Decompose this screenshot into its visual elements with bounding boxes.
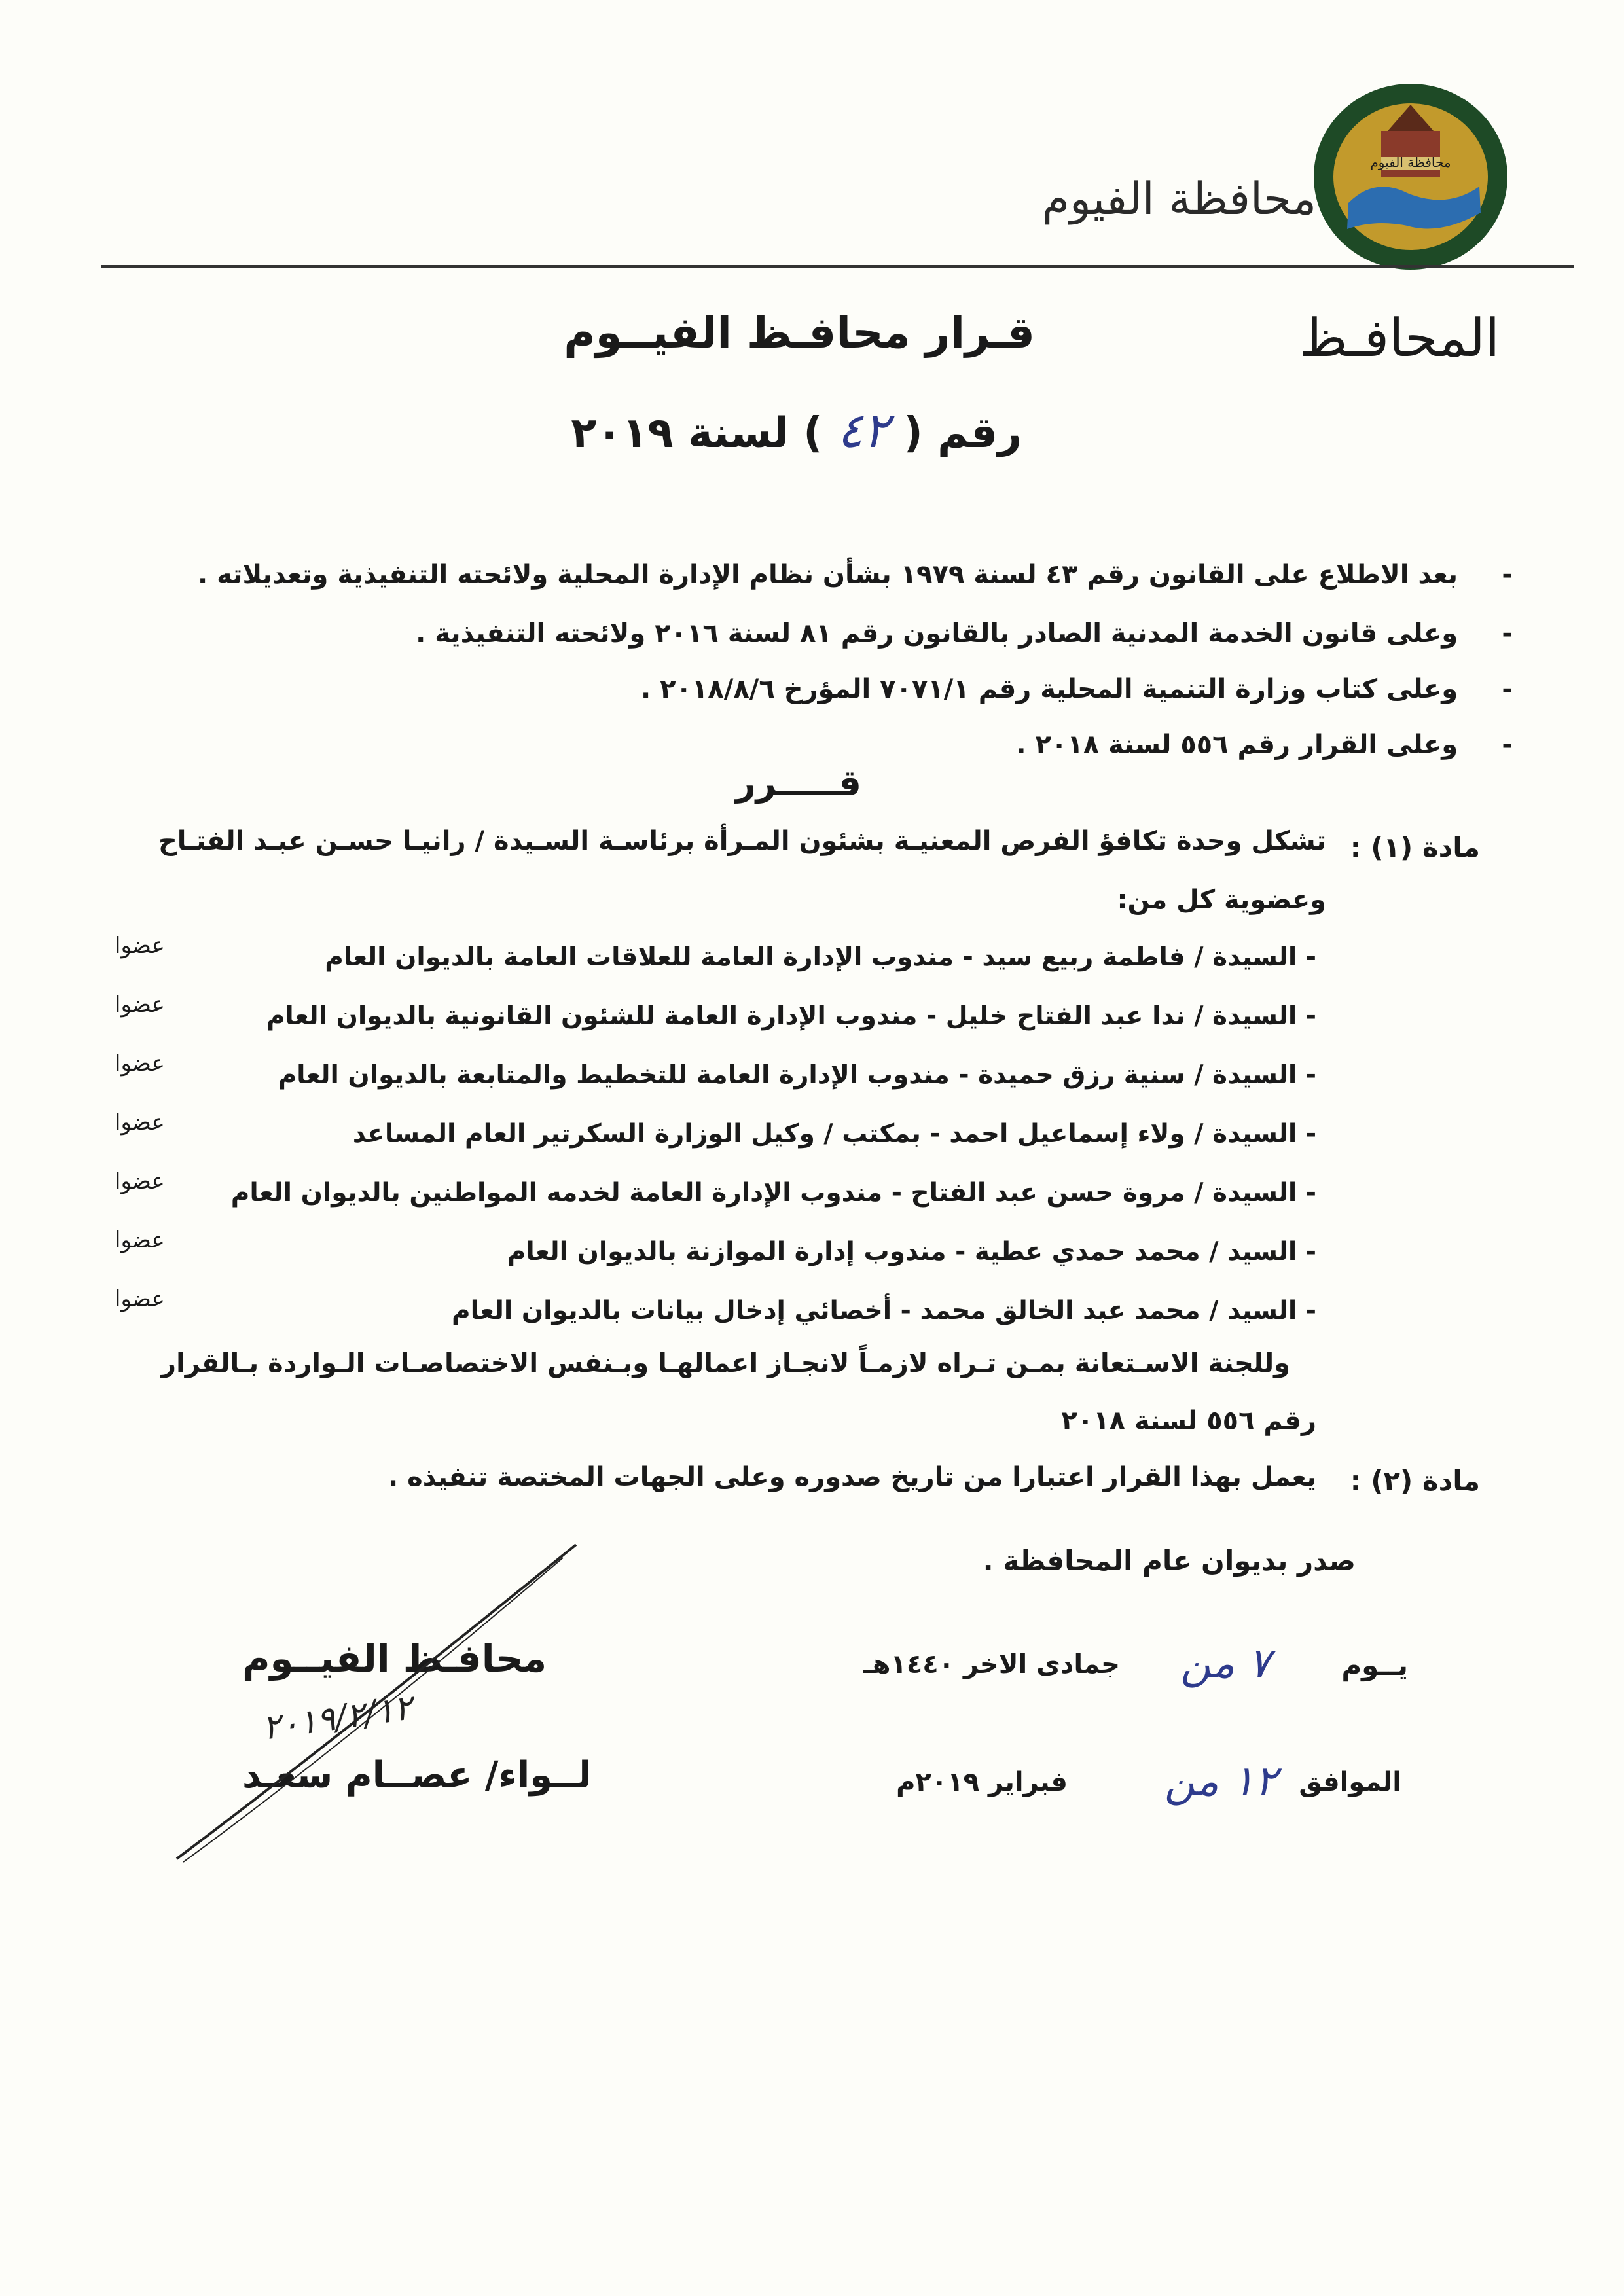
preamble-text: بعد الاطلاع على القانون رقم ٤٣ لسنة ١٩٧٩ بشأن نظام الإدارة المحلية ولائحته التنفيذية وتعديلاته .: [198, 560, 1458, 590]
signature-stroke: [170, 1532, 589, 1872]
member-line: - السيدة / فاطمة ربيع سيد - مندوب الإدارة العامة للعلاقات العامة بالديوان العام: [325, 942, 1316, 972]
signatory-name: لــواء/ عصــام سعـد: [242, 1754, 592, 1797]
preamble-item: [641, 674, 1513, 704]
preamble-item: [198, 560, 1513, 590]
member-role: عضوا: [115, 1050, 165, 1077]
header-divider: [101, 265, 1574, 268]
preamble-text: وعلى كتاب وزارة التنمية المحلية رقم ٧٠٧١/١ المؤرخ ٢٠١٨/٨/٦ .: [640, 674, 1458, 704]
member-role: عضوا: [115, 992, 165, 1018]
day-handwritten: ٧ من: [1180, 1640, 1271, 1688]
fayoum-governorate-seal-icon: [1309, 79, 1512, 275]
decree-number-prefix: رقم (: [903, 409, 1022, 457]
governorate-seal: [1309, 79, 1512, 275]
signatory-title: محافـظ الفيــوم: [242, 1636, 547, 1681]
seal-label: محافظة الفيوم: [1370, 154, 1451, 170]
preamble-item: [1016, 730, 1513, 760]
member-role: عضوا: [115, 1109, 165, 1136]
decided-heading: قـــــرر: [735, 762, 861, 804]
hijri-date: جمادى الاخر ١٤٤٠هـ: [863, 1649, 1120, 1679]
article-2-text: يعمل بهذا القرار اعتبارا من تاريخ صدوره وعلى الجهات المختصة تنفيذه .: [388, 1462, 1316, 1492]
member-role: عضوا: [115, 933, 165, 959]
preamble-text: وعلى قانون الخدمة المدنية الصادر بالقانون رقم ٨١ لسنة ٢٠١٦ ولائحته التنفيذية .: [416, 619, 1458, 649]
article-1-line1: تشكل وحدة تكافؤ الفرص المعنيـة بشئون المـرأة برئاسـة السـيدة / رانيـا حسـن عبـد الفتـاح: [158, 826, 1326, 856]
member-line: - السيد / محمد حمدي عطية - مندوب إدارة الموازنة بالديوان العام: [507, 1237, 1316, 1266]
gregorian-date: فبراير ٢٠١٩م: [896, 1767, 1068, 1797]
article-1-closing: وللجنة الاسـتعانة بمـن تـراه لازمـاً لانجـاز اعمالهـا وبـنفس الاختصاصـات الـواردة بـالقرار: [161, 1348, 1290, 1378]
day-label: يــوم: [1341, 1649, 1408, 1681]
issued-statement: صدر بديوان عام المحافظة .: [983, 1545, 1356, 1577]
governorate-name: محافظة الفيوم: [1041, 173, 1316, 225]
preamble-item: [416, 619, 1513, 649]
member-line: - السيدة / ولاء إسماعيل احمد - بمكتب / وكيل الوزارة السكرتير العام المساعد: [352, 1119, 1316, 1149]
signature-handwritten-date: ٢٠١٩/٢/١٢: [259, 1688, 415, 1748]
member-line: - السيدة / سنية رزق حميدة - مندوب الإدارة العامة للتخطيط والمتابعة بالديوان العام: [278, 1060, 1316, 1090]
decree-number-handwritten: ٤٢: [837, 403, 890, 459]
article-1-closing-ref: رقم ٥٥٦ لسنة ٢٠١٨: [1061, 1406, 1316, 1436]
signature-line: [183, 1558, 563, 1862]
agree-handwritten: ١٢ من: [1164, 1757, 1277, 1806]
article-1-line2: وعضوية كل من:: [1117, 885, 1326, 915]
article-2-label: مادة (٢) :: [1350, 1465, 1480, 1497]
member-line: - السيد / محمد عبد الخالق محمد - أخصائي إدخال بيانات بالديوان العام: [452, 1296, 1316, 1325]
member-line: - السيدة / مروة حسن عبد الفتاح - مندوب الإدارة العامة لخدمه المواطنين بالديوان العام: [230, 1178, 1316, 1208]
signature-line: [177, 1545, 576, 1859]
decree-number-suffix: ) لسنة ٢٠١٩: [571, 409, 823, 457]
article-1-label: مادة (١) :: [1350, 831, 1480, 863]
preamble-text: وعلى القرار رقم ٥٥٦ لسنة ٢٠١٨ .: [1016, 730, 1458, 760]
bullet-dash: -: [1502, 619, 1513, 649]
member-line: - السيدة / ندا عبد الفتاح خليل - مندوب الإدارة العامة للشئون القانونية بالديوان العام: [266, 1001, 1316, 1031]
bullet-dash: -: [1502, 730, 1513, 760]
office-label: المحافـظ: [1299, 308, 1500, 368]
bullet-dash: -: [1502, 674, 1513, 704]
decree-title: قـرار محافـظ الفيــوم: [564, 308, 1035, 358]
agree-label: الموافق: [1299, 1767, 1401, 1797]
decree-number-line: [571, 403, 1022, 459]
member-role: عضوا: [115, 1168, 165, 1194]
bullet-dash: -: [1502, 560, 1513, 590]
member-role: عضوا: [115, 1286, 165, 1312]
member-role: عضوا: [115, 1227, 165, 1253]
